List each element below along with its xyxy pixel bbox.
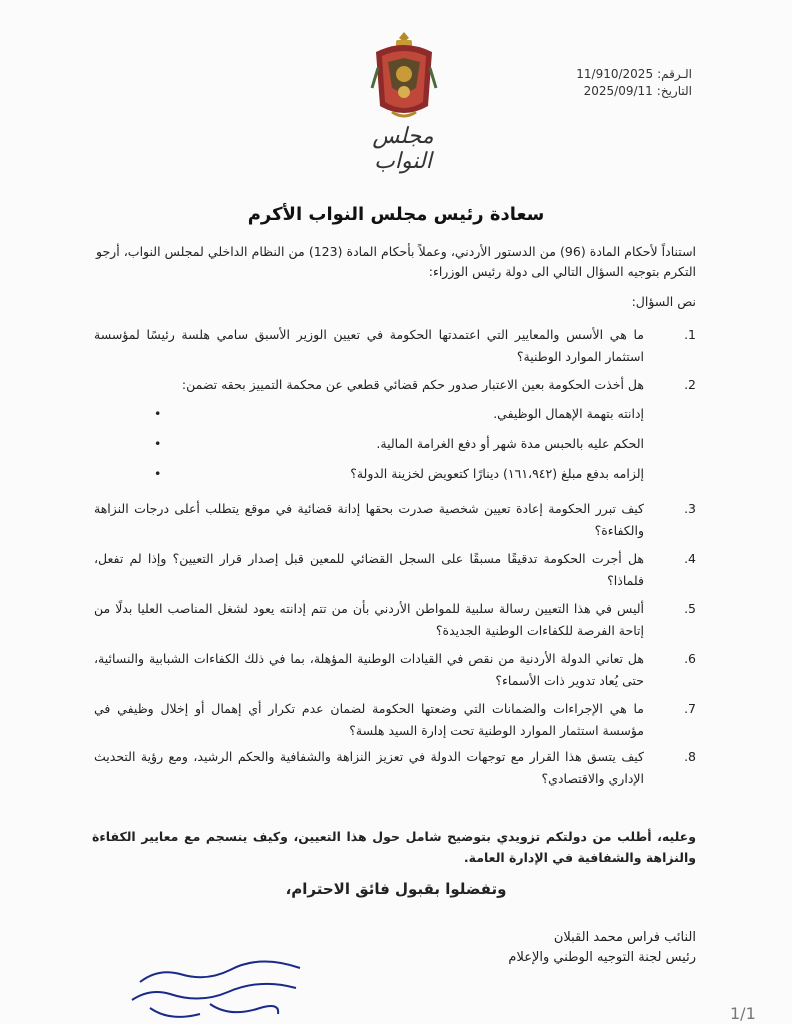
reference-label: الـرقم: bbox=[657, 67, 692, 81]
question-item bbox=[94, 498, 696, 542]
date-value: 2025/09/11 bbox=[583, 84, 653, 98]
letter-title: سعادة رئيس مجلس النواب الأكرم bbox=[247, 204, 545, 225]
question-item bbox=[94, 548, 696, 592]
bullet-text: إدانته بتهمة الإهمال الوظيفي. bbox=[493, 406, 644, 421]
institution-logo-text: مجلس النواب bbox=[372, 124, 434, 174]
question-item bbox=[94, 598, 696, 642]
question-number: 1. bbox=[684, 327, 696, 342]
bullet-text: الحكم عليه بالحبس مدة شهر أو دفع الغرامة المالية. bbox=[376, 436, 644, 451]
bullet-text: إلزامه بدفع مبلغ (١٦١،٩٤٢) دينارًا كتعويض لخزينة الدولة؟ bbox=[350, 466, 644, 481]
bullet-item bbox=[100, 434, 696, 454]
question-number: 5. bbox=[684, 601, 696, 616]
bullet-item bbox=[100, 464, 696, 484]
signatory-block bbox=[508, 928, 696, 968]
question-text: هل أخذت الحكومة بعين الاعتبار صدور حكم قضائي قطعي عن محكمة التمييز بحقه تضمن: bbox=[181, 377, 644, 392]
question-item bbox=[94, 324, 696, 368]
page-number: 1/1 bbox=[730, 1004, 756, 1023]
question-text: هل تعاني الدولة الأردنية من نقص في القيادات الوطنية المؤهلة، بما في ذلك الكفاءات الشبابية والنسائية، حتى يُعاد تدوير ذات الأسماء؟ bbox=[94, 651, 644, 688]
bullet-icon: • bbox=[154, 406, 162, 421]
question-label: نص السؤال: bbox=[631, 294, 696, 309]
question-item bbox=[94, 374, 696, 396]
bullet-icon: • bbox=[154, 436, 162, 451]
question-number: 6. bbox=[684, 651, 696, 666]
intro-paragraph: استناداً لأحكام المادة (96) من الدستور الأردني، وعملاً بأحكام المادة (123) من النظام الداخلي لمجلس النواب، أرجو التكرم بتوجيه السؤال التالي الى دولة رئيس الوزراء: bbox=[96, 244, 697, 279]
question-text: هل أجرت الحكومة تدقيقًا مسبقًا على السجل القضائي للمعين قبل إصدار قرار التعيين؟ وإذا لم تفعل، فلماذا؟ bbox=[94, 551, 644, 588]
handwritten-signature bbox=[110, 948, 330, 1024]
jordan-coat-of-arms-icon bbox=[368, 28, 440, 124]
question-text: ما هي الأسس والمعايير التي اعتمدتها الحكومة في تعيين الوزير الأسبق سامي هلسة رئيسًا لمؤسسة استثمار الموارد الوطنية؟ bbox=[94, 327, 644, 364]
signatory-name: النائب فراس محمد القبلان bbox=[553, 930, 696, 945]
question-text: أليس في هذا التعيين رسالة سلبية للمواطن الأردني بأن من تتم إدانته يعود لشغل المناصب العليا بدلًا من إتاحة الفرصة للكفاءات الوطنية الجديدة؟ bbox=[94, 601, 644, 638]
reference-value: 11/910/2025 bbox=[576, 67, 654, 81]
question-number: 3. bbox=[684, 501, 696, 516]
question-item bbox=[94, 648, 696, 692]
bullet-item bbox=[100, 404, 696, 424]
closing-paragraph: وعليه، أطلب من دولتكم تزويدي بتوضيح شامل حول هذا التعيين، وكيف ينسجم مع معايير الكفاءة والنزاهة والشفافية في الإدارة العامة. bbox=[92, 829, 696, 865]
question-number: 7. bbox=[684, 701, 696, 716]
question-text: ما هي الإجراءات والضمانات التي وضعتها الحكومة لضمان عدم تكرار أي إهمال أو إخلال وظيفي في مؤسسة استثمار الموارد الوطنية تحت إدارة السيد هلسة؟ bbox=[94, 701, 644, 738]
question-text: كيف تبرر الحكومة إعادة تعيين شخصية صدرت بحقها إدانة قضائية في موقع يتطلب أعلى درجات النزاهة والكفاءة؟ bbox=[94, 501, 644, 538]
question-text: كيف يتسق هذا القرار مع توجهات الدولة في تعزيز النزاهة والشفافية والحكم الرشيد، ومع رؤية التحديث الإداري والاقتصادي؟ bbox=[94, 749, 644, 786]
document-reference-block bbox=[576, 66, 692, 100]
question-number: 8. bbox=[684, 749, 696, 764]
signatory-role: رئيس لجنة التوجيه الوطني والإعلام bbox=[508, 950, 696, 965]
date-label: التاريخ: bbox=[656, 84, 692, 98]
question-number: 2. bbox=[684, 377, 696, 392]
regards-line: وتفضلوا بقبول فائق الاحترام، bbox=[285, 880, 507, 898]
bullet-icon: • bbox=[154, 466, 162, 481]
question-item bbox=[94, 746, 696, 790]
question-number: 4. bbox=[684, 551, 696, 566]
question-item bbox=[94, 698, 696, 742]
